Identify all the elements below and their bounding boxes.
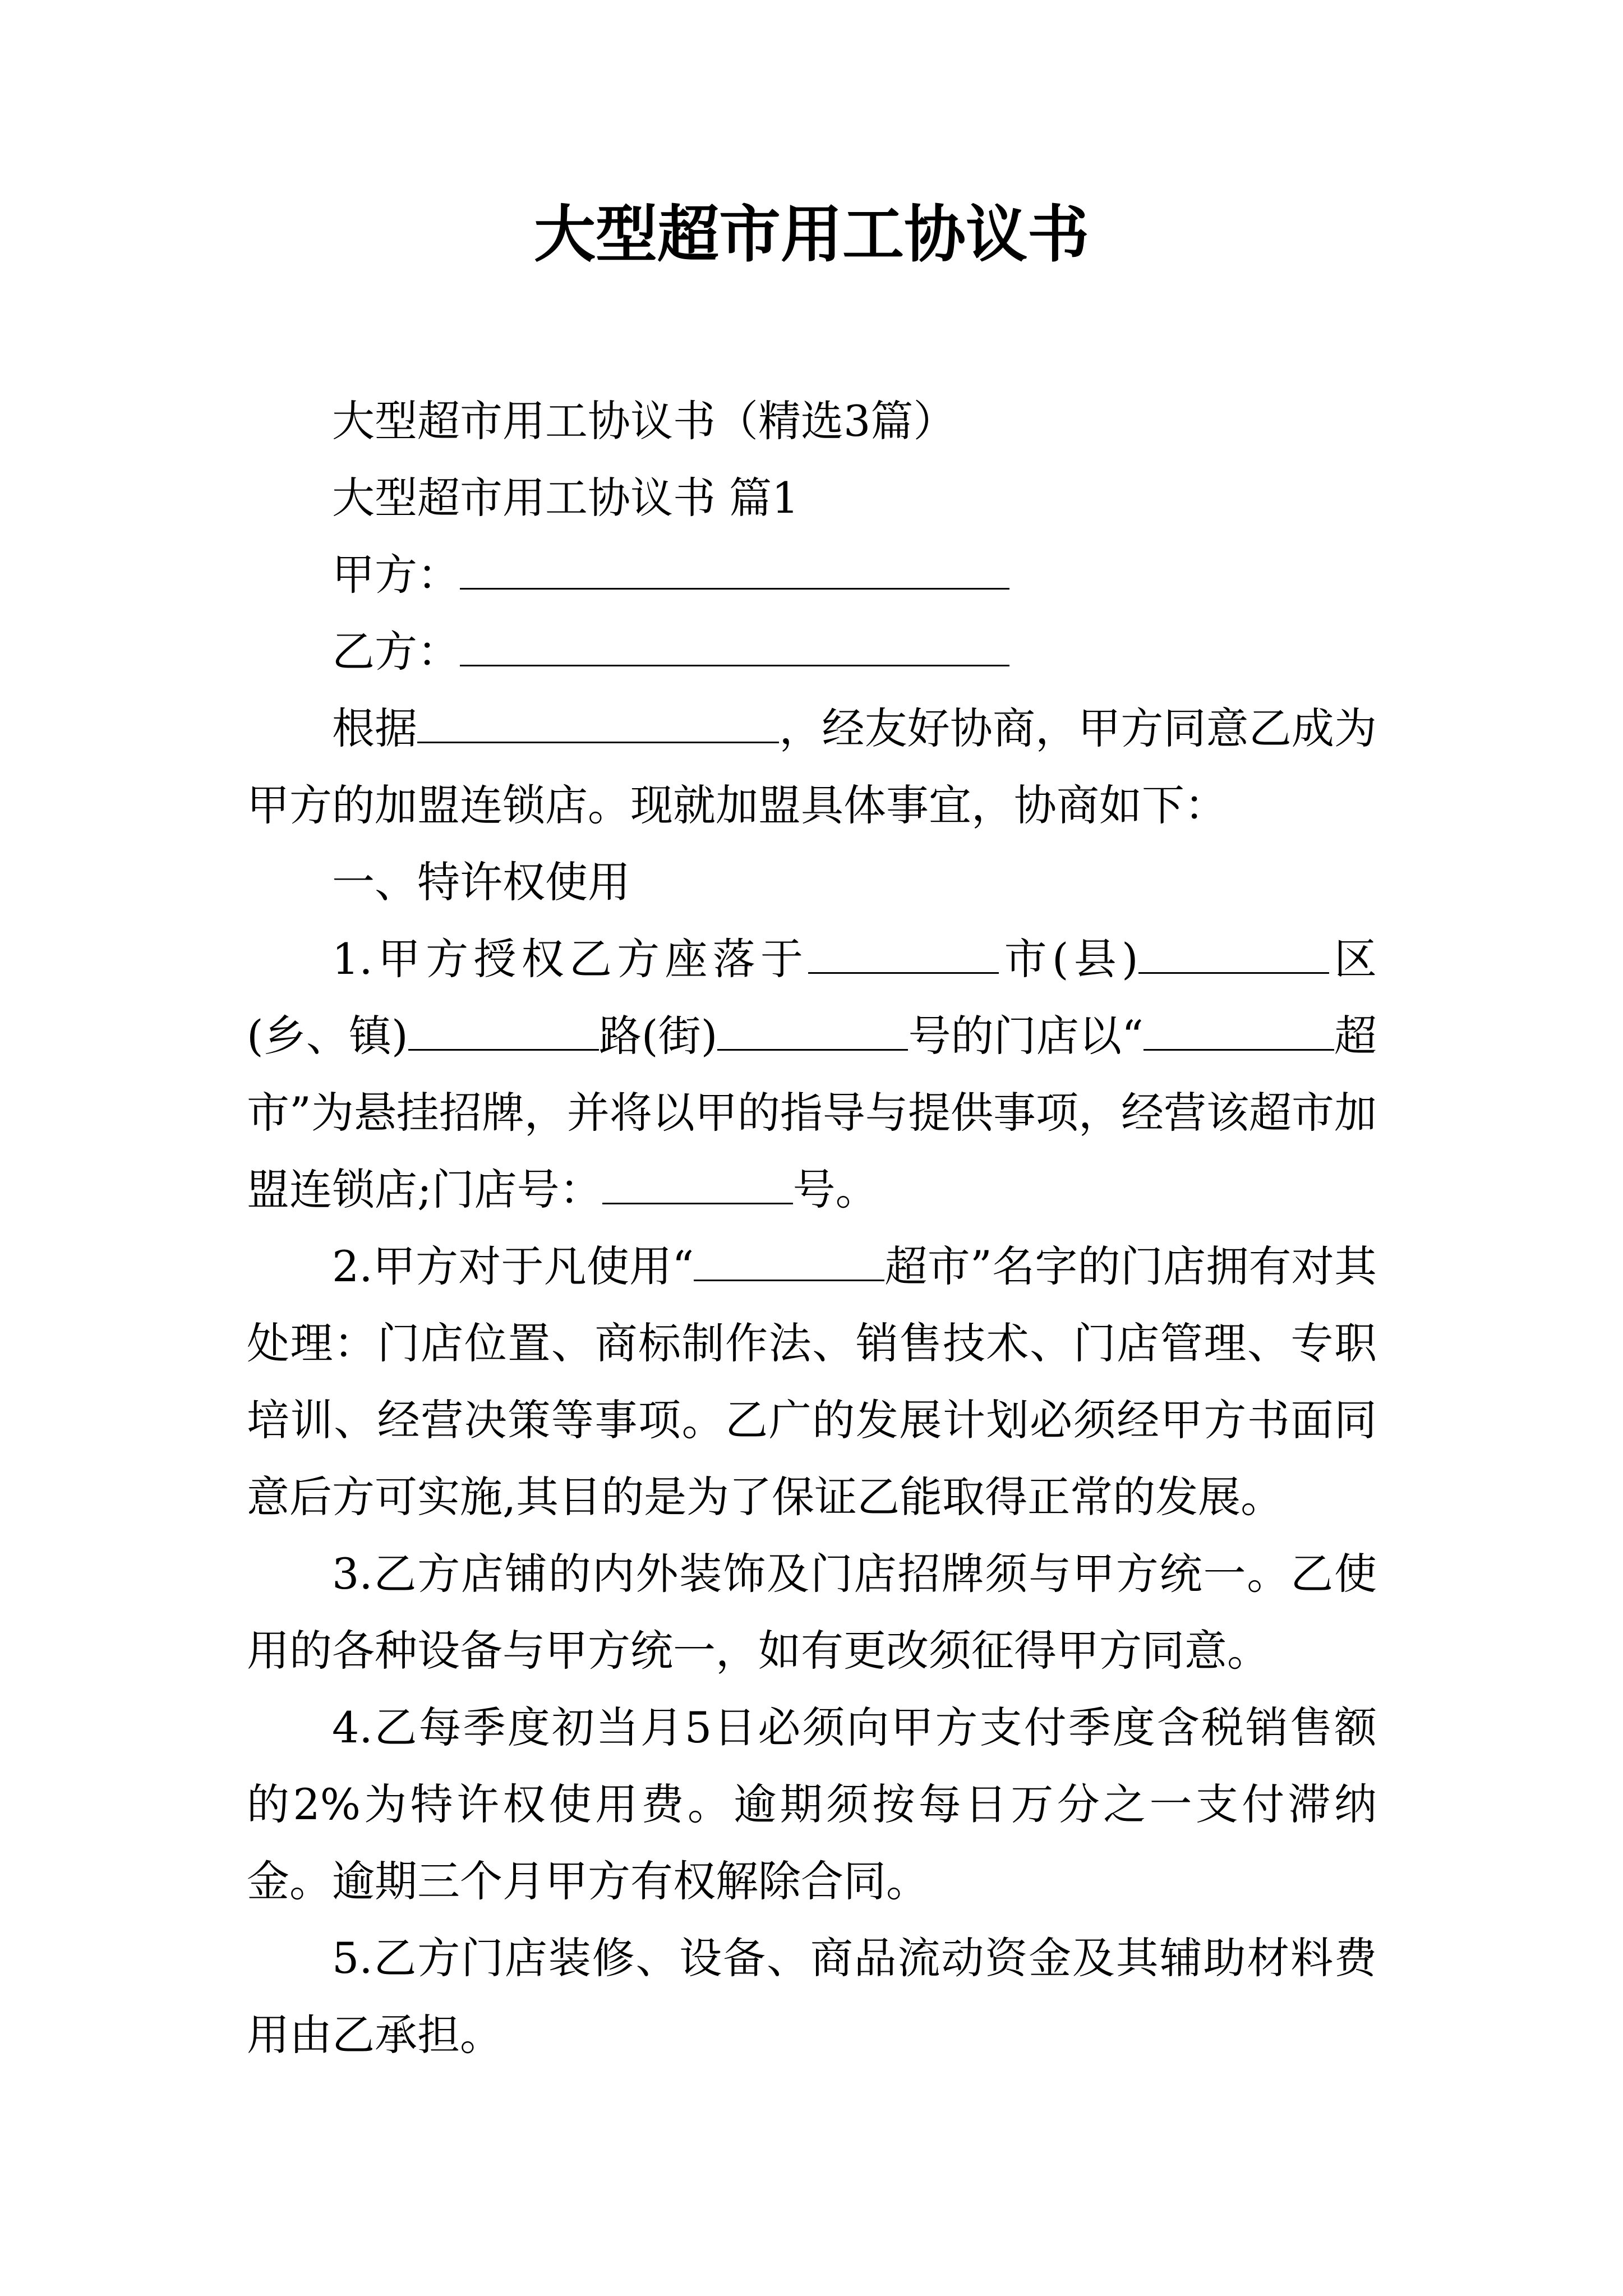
clause-1-text: 1.甲方授权乙方座落于 [332, 934, 809, 984]
document-body [247, 383, 1377, 2073]
subtitle: 大型超市用工协议书（精选3篇） [332, 396, 956, 446]
brand-name-blank [694, 1239, 884, 1281]
party-b-blank [460, 624, 1009, 666]
party-a-label: 甲方： [332, 550, 460, 600]
basis-paragraph [247, 690, 1377, 844]
basis-text-start: 根据 [332, 703, 418, 753]
clause-1-text: 路(街) [598, 1011, 718, 1061]
number-blank [717, 1009, 908, 1051]
clause-2 [247, 1228, 1377, 1535]
basis-blank [417, 701, 779, 743]
clause-1-text: 号的门店以“ [908, 1011, 1144, 1061]
section-heading: 大型超市用工协议书 篇1 [332, 473, 799, 523]
store-name-blank [1144, 1009, 1334, 1051]
party-b-label: 乙方： [332, 627, 460, 677]
party-a-blank [460, 547, 1009, 590]
clause-2-text: 超市”名字的门店拥有对其处理：门店位置、商标制作法、销售技术、门店管理、专职培训、经营决策等事项。乙广的发展计划必须经甲方书面同意后方可实施,其目的是为了保证乙能取得正常的发展。 [247, 1241, 1377, 1522]
clause-1-text: 区(乡、镇) [247, 934, 1377, 1061]
clause-1-text: 超市”为悬挂招牌，并将以甲的指导与提供事项，经营该超市加盟连锁店;门店号： [247, 1011, 1377, 1214]
district-blank [1138, 932, 1329, 974]
clause-1 [247, 921, 1377, 1228]
chapter-heading: 一、特许权使用 [332, 857, 630, 907]
party-a-line [247, 536, 1377, 613]
document-title: 大型超市用工协议书 [534, 198, 1089, 270]
clause-4: 4.乙每季度初当月5日必须向甲方支付季度含税销售额的2%为特许权使用费。逾期须按每日万分之一支付滞纳金。逾期三个月甲方有权解除合同。 [247, 1703, 1377, 1906]
clause-5: 5.乙方门店装修、设备、商品流动资金及其辅助材料费用由乙承担。 [247, 1933, 1377, 2060]
store-number-blank [602, 1162, 793, 1204]
party-b-line [247, 613, 1377, 690]
city-blank [808, 932, 999, 974]
clause-1-text: 市(县) [999, 934, 1138, 984]
clause-2-text: 2.甲方对于凡使用“ [332, 1241, 694, 1291]
road-blank [408, 1009, 599, 1051]
clause-1-text: 号。 [792, 1165, 878, 1214]
clause-3: 3.乙方店铺的内外装饰及门店招牌须与甲方统一。乙使用的各种设备与甲方统一，如有更改须征得甲方同意。 [247, 1549, 1377, 1676]
basis-text-end: ，经友好协商，甲方同意乙成为甲方的加盟连锁店。现就加盟具体事宜，协商如下： [247, 703, 1377, 830]
